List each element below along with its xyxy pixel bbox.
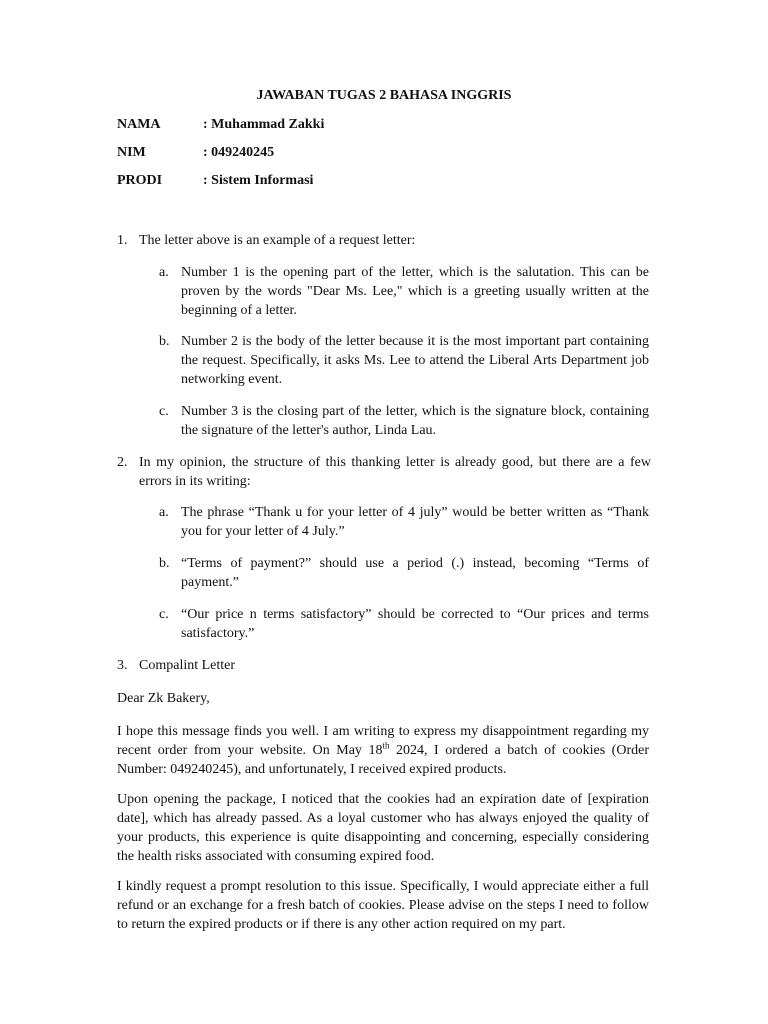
question-1-text: The letter above is an example of a request letter: bbox=[139, 233, 416, 248]
q1-item-c-text: Number 3 is the closing part of the letter, which is the signature block, containing the signature of the letter's author, Linda Lau. bbox=[181, 404, 649, 438]
letter-salutation: Dear Zk Bakery, bbox=[117, 691, 210, 706]
q2-item-b-letter: b. bbox=[159, 556, 170, 571]
q2-item-b-text: “Terms of payment?” should use a period (.) instead, becoming “Terms of payment.” bbox=[181, 556, 649, 590]
nim-label: NIM bbox=[117, 145, 146, 160]
nim-value: : 049240245 bbox=[203, 145, 275, 160]
prodi-label: PRODI bbox=[117, 173, 163, 188]
q2-item-a-text: The phrase “Thank u for your letter of 4 july” would be better written as “Thank you for your letter of 4 July.” bbox=[181, 505, 649, 539]
para1-superscript: th bbox=[382, 740, 390, 751]
q1-item-c-letter: c. bbox=[159, 404, 169, 419]
para1-start: I hope this message finds you well. I am writing to express my disappointment regarding my recent order from your website. On May 18 bbox=[117, 724, 649, 758]
q1-item-a-text: Number 1 is the opening part of the letter, which is the salutation. This can be proven by the words "Dear Ms. Lee," which is a greeting usually written at the beginning of a letter. bbox=[181, 265, 649, 318]
document-title: JAWABAN TUGAS 2 BAHASA INGGRIS bbox=[256, 88, 512, 103]
q1-item-b-letter: b. bbox=[159, 334, 170, 349]
q1-item-b-text: Number 2 is the body of the letter because it is the most important part containing the request. Specifically, it asks Ms. Lee to attend the Liberal Arts Department job networking event. bbox=[181, 334, 649, 387]
q1-item-a-letter: a. bbox=[159, 265, 169, 280]
letter-paragraph-3: I kindly request a prompt resolution to this issue. Specifically, I would appreciate either a full refund or an exchange for a fresh batch of cookies. Please advise on the steps I need to follow to return the expired products or if there is any other action required on my part. bbox=[117, 879, 649, 932]
name-label: NAMA bbox=[117, 117, 161, 132]
letter-paragraph-1 bbox=[117, 722, 649, 779]
q2-item-c-letter: c. bbox=[159, 607, 169, 622]
para1-end: 2024, I ordered a batch of cookies (Order Number: 049240245), and unfortunately, I received expired products. bbox=[117, 743, 649, 777]
question-2-text: In my opinion, the structure of this thanking letter is already good, but there are a few errors in its writing: bbox=[139, 455, 651, 489]
question-1-number: 1. bbox=[117, 233, 128, 248]
q2-item-c-text: “Our price n terms satisfactory” should be corrected to “Our prices and terms satisfactory.” bbox=[181, 607, 649, 641]
question-3-number: 3. bbox=[117, 658, 128, 673]
name-value: : Muhammad Zakki bbox=[203, 117, 325, 132]
question-2-number: 2. bbox=[117, 455, 128, 470]
q2-item-a-letter: a. bbox=[159, 505, 169, 520]
letter-paragraph-2: Upon opening the package, I noticed that the cookies had an expiration date of [expiration date], which has already passed. As a loyal customer who has always enjoyed the quality of your products, this experience is quite disappointing and concerning, especially considering the health risks associated with consuming expired food. bbox=[117, 792, 649, 864]
prodi-value: : Sistem Informasi bbox=[203, 173, 314, 188]
question-3-text: Compalint Letter bbox=[139, 658, 236, 673]
